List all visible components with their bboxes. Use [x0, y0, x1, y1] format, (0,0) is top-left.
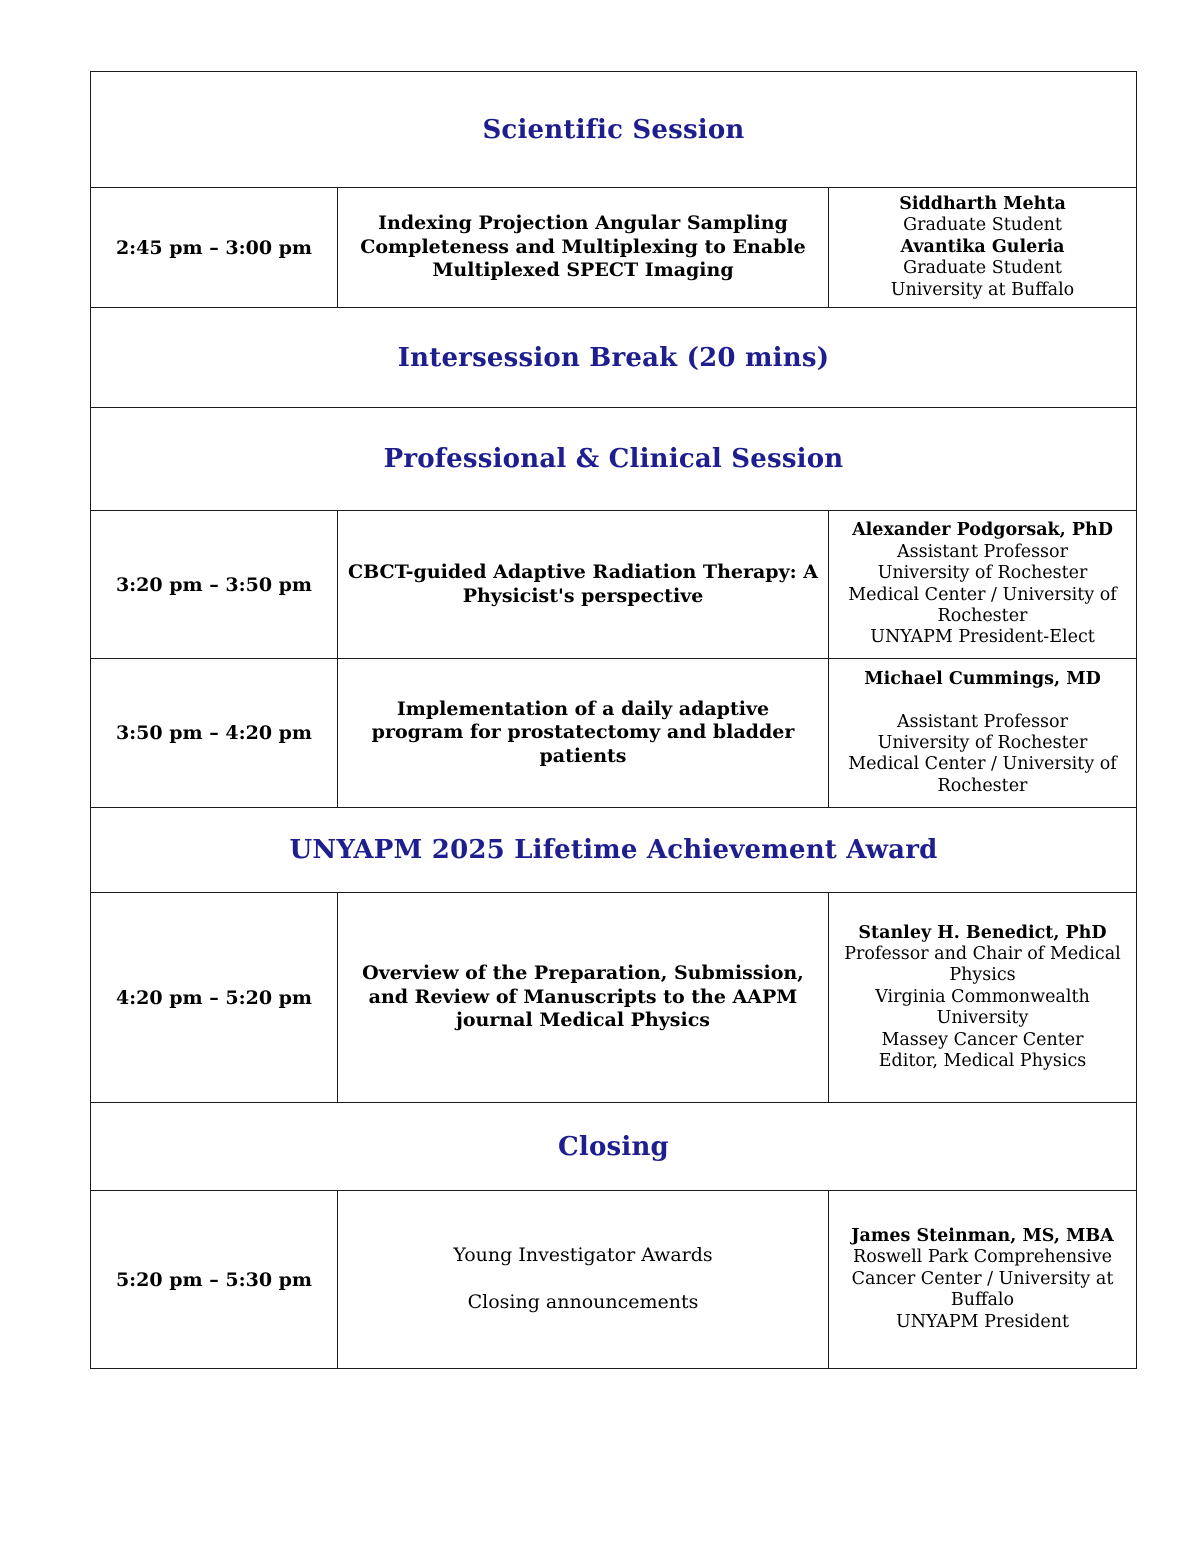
speaker-name: Siddharth Mehta	[899, 194, 1066, 215]
speaker-cell	[829, 893, 1137, 1103]
section-row-closing	[91, 1103, 1137, 1191]
speaker-name: Stanley H. Benedict, PhD	[858, 922, 1107, 943]
talk-row	[91, 188, 1137, 308]
speaker-affiliation: Virginia Commonwealth University	[875, 986, 1090, 1029]
section-title: Closing	[91, 1103, 1137, 1191]
spacer-line	[348, 1268, 818, 1291]
speaker-name: Avantika Guleria	[900, 236, 1065, 257]
closing-item: Young Investigator Awards	[453, 1244, 713, 1267]
talk-title-cell	[338, 659, 829, 808]
speaker-detail: Editor, Medical Physics	[878, 1050, 1087, 1071]
time-slot: 4:20 pm – 5:20 pm	[91, 893, 338, 1103]
speaker-cell	[829, 511, 1137, 659]
section-title: Intersession Break (20 mins)	[91, 308, 1137, 408]
talk-title: Implementation of a daily adaptive program for prostatectomy and bladder patients	[371, 697, 795, 767]
speaker-name: James Steinman, MS, MBA	[851, 1226, 1114, 1247]
talk-row	[91, 511, 1137, 659]
speaker-name: Alexander Podgorsak, PhD	[852, 520, 1113, 541]
talk-title-cell	[338, 188, 829, 308]
time-slot: 3:20 pm – 3:50 pm	[91, 511, 338, 659]
spacer-line	[841, 690, 1124, 711]
speaker-name: Michael Cummings, MD	[864, 668, 1101, 689]
speaker-affiliation: University of Rochester Medical Center / University of Rochester	[848, 563, 1117, 626]
section-title: UNYAPM 2025 Lifetime Achievement Award	[91, 808, 1137, 893]
talk-title: Indexing Projection Angular Sampling Completeness and Multiplexing to Enable Multiplexed SPECT Imaging	[360, 212, 806, 282]
talk-row	[91, 1191, 1137, 1369]
speaker-detail: Assistant Professor	[897, 541, 1068, 562]
section-row-lifetime-achievement-award	[91, 808, 1137, 893]
speaker-detail: UNYAPM President-Elect	[870, 627, 1095, 648]
talk-row	[91, 893, 1137, 1103]
section-title: Professional & Clinical Session	[91, 408, 1137, 511]
speaker-cell	[829, 188, 1137, 308]
time-slot: 5:20 pm – 5:30 pm	[91, 1191, 338, 1369]
speaker-affiliation: Roswell Park Comprehensive Cancer Center / University at Buffalo	[851, 1247, 1114, 1311]
talk-title: CBCT-guided Adaptive Radiation Therapy: A Physicist's perspective	[348, 560, 818, 607]
section-row-professional-clinical	[91, 408, 1137, 511]
speaker-cell	[829, 1191, 1137, 1369]
section-row-intersession-break	[91, 308, 1137, 408]
speaker-affiliation: Massey Cancer Center	[881, 1029, 1084, 1050]
speaker-detail: Graduate Student	[903, 258, 1062, 279]
speaker-affiliation: University at Buffalo	[890, 279, 1075, 300]
section-title: Scientific Session	[91, 72, 1137, 188]
closing-item: Closing announcements	[467, 1291, 699, 1314]
talk-title: Overview of the Preparation, Submission, and Review of Manuscripts to the AAPM journal Medical Physics	[362, 962, 804, 1032]
speaker-cell	[829, 659, 1137, 808]
schedule-table	[90, 71, 1137, 1369]
talk-title-cell	[338, 511, 829, 659]
talk-row	[91, 659, 1137, 808]
speaker-detail: UNYAPM President	[895, 1311, 1070, 1332]
speaker-affiliation: University of Rochester Medical Center / University of Rochester	[848, 733, 1117, 796]
speaker-detail: Professor and Chair of Medical Physics	[844, 944, 1121, 986]
talk-title-cell	[338, 893, 829, 1103]
section-row-scientific-session	[91, 72, 1137, 188]
time-slot: 2:45 pm – 3:00 pm	[91, 188, 338, 308]
speaker-detail: Graduate Student	[903, 215, 1062, 236]
time-slot: 3:50 pm – 4:20 pm	[91, 659, 338, 808]
speaker-detail: Assistant Professor	[897, 711, 1068, 732]
closing-items-cell	[338, 1191, 829, 1369]
